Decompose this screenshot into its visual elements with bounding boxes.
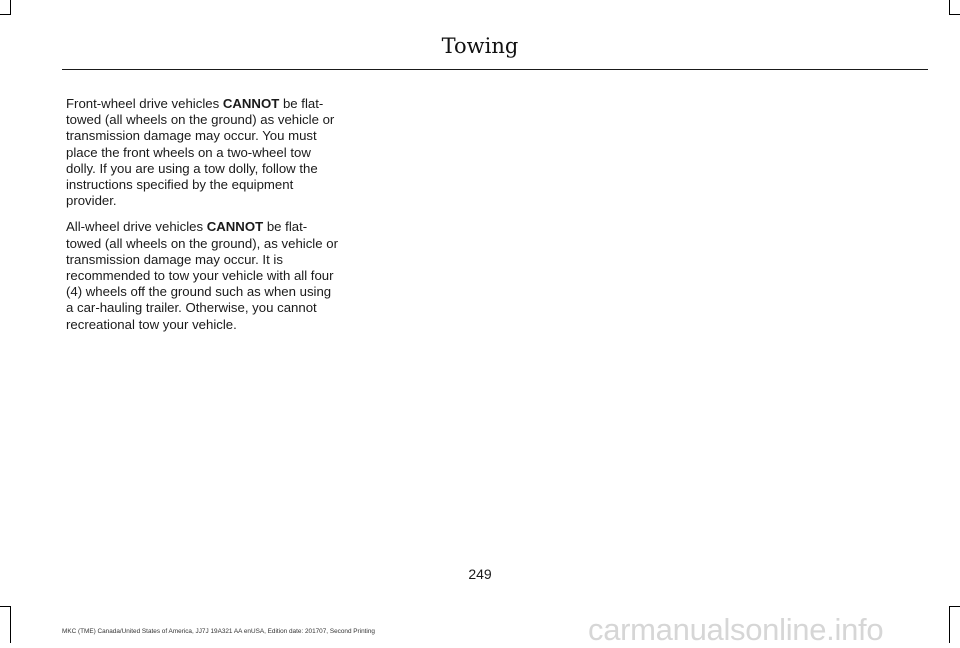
paragraph-all-wheel-drive — [66, 219, 338, 332]
emphasis-text: CANNOT — [222, 96, 280, 111]
paragraph-text: All-wheel drive vehicles — [66, 219, 207, 235]
section-title: Towing — [441, 34, 519, 58]
header-rule — [62, 69, 928, 70]
page-number: 249 — [468, 566, 492, 582]
footer-edition-line: MKC (TME) Canada/United States of America, JJ7J 19A321 AA enUSA, Edition date: 201707, Second Printing — [62, 628, 375, 635]
emphasis-text: CANNOT — [206, 219, 264, 235]
crop-mark-top-left-vertical — [10, 0, 11, 14]
crop-mark-bottom-left-vertical — [10, 606, 11, 643]
watermark: carmanualsonline.info — [588, 612, 884, 647]
crop-mark-bottom-right-vertical — [949, 606, 950, 643]
paragraph-text: be flat-towed (all wheels on the ground), as vehicle or transmission damage may occur. It is recommended to tow your vehicle with all four (4) wheels off the ground such as when using a car-hauling trailer. Otherwise, you cannot recreational tow your vehicle. — [66, 219, 338, 332]
paragraph-text: be flat-towed (all wheels on the ground) as vehicle or transmission damage may occur. You must place the front wheels on a two-wheel tow dolly. If you are using a tow dolly, follow the instructions specified by the equipment provider. — [66, 96, 335, 209]
paragraph-front-wheel-drive — [66, 96, 338, 209]
crop-mark-bottom-right-horizontal — [949, 606, 960, 607]
crop-mark-top-right-horizontal — [949, 14, 960, 15]
crop-mark-top-right-vertical — [949, 0, 950, 14]
crop-mark-top-left-horizontal — [0, 14, 11, 15]
body-text — [66, 96, 338, 343]
paragraph-text: Front-wheel drive vehicles — [66, 96, 223, 111]
crop-mark-bottom-left-horizontal — [0, 606, 11, 607]
